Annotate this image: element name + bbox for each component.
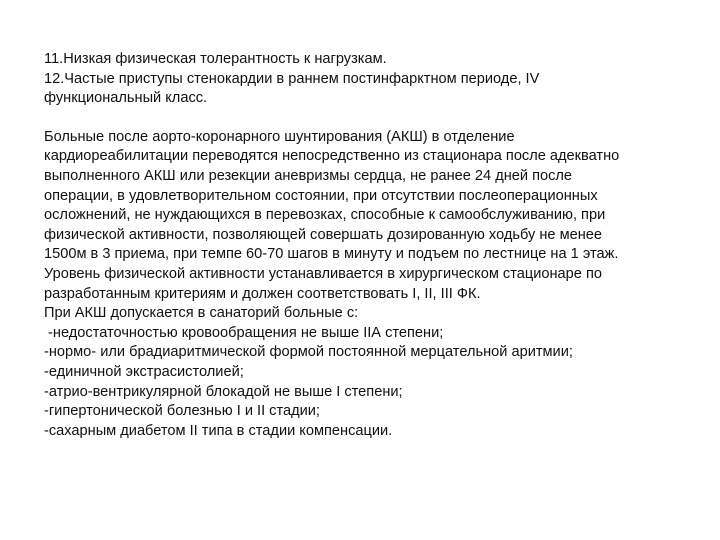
- paragraph-gap: [44, 109, 694, 128]
- list-item: -нормо- или брадиаритмической формой постоянной мерцательной аритмии;: [44, 344, 573, 361]
- criteria-line: 11.Низкая физическая толерантность к нагрузкам.: [44, 51, 387, 67]
- paragraph-line: операции, в удовлетворительном состоянии, при отсутствии послеоперационных: [44, 187, 598, 204]
- list-item: -единичной экстрасистолией;: [44, 363, 244, 380]
- criteria-block: [44, 50, 694, 109]
- slide-content: [44, 50, 694, 441]
- criteria-line: функциональный класс.: [44, 90, 208, 107]
- paragraph-line: выполненного АКШ или резекции аневризмы сердца, не ранее 24 дней после: [44, 167, 573, 184]
- paragraph-line: кардиореабилитации переводятся непосредственно из стационара после адекватно: [44, 148, 620, 165]
- paragraph-line: разработанным критериям и должен соответствовать I, II, III ФК.: [44, 285, 481, 302]
- list-item: -гипертонической болезнью I и II стадии;: [44, 403, 320, 420]
- admission-list: [44, 324, 694, 442]
- paragraph-line: физической активности, позволяющей совершать дозированную ходьбу не менее: [44, 226, 603, 243]
- list-item: -атрио-вентрикулярной блокадой не выше I степени;: [44, 383, 403, 400]
- main-paragraph: [44, 128, 694, 324]
- paragraph-line: Уровень физической активности устанавливается в хирургическом стационаре по: [44, 265, 602, 282]
- paragraph-line: При АКШ допускается в санаторий больные с:: [44, 305, 359, 322]
- paragraph-line: Больные после аорто-коронарного шунтирования (АКШ) в отделение: [44, 128, 515, 145]
- list-item: -сахарным диабетом II типа в стадии компенсации.: [44, 422, 393, 439]
- list-item: -недостаточностью кровообращения не выше IIА степени;: [44, 324, 444, 341]
- paragraph-line: 1500м в 3 приема, при темпе 60-70 шагов в минуту и подъем по лестнице на 1 этаж.: [44, 246, 619, 263]
- criteria-line: 12.Частые приступы стенокардии в раннем постинфарктном периоде, IV: [44, 70, 540, 87]
- paragraph-line: осложнений, не нуждающихся в перевозках, способные к самообслуживанию, при: [44, 207, 606, 224]
